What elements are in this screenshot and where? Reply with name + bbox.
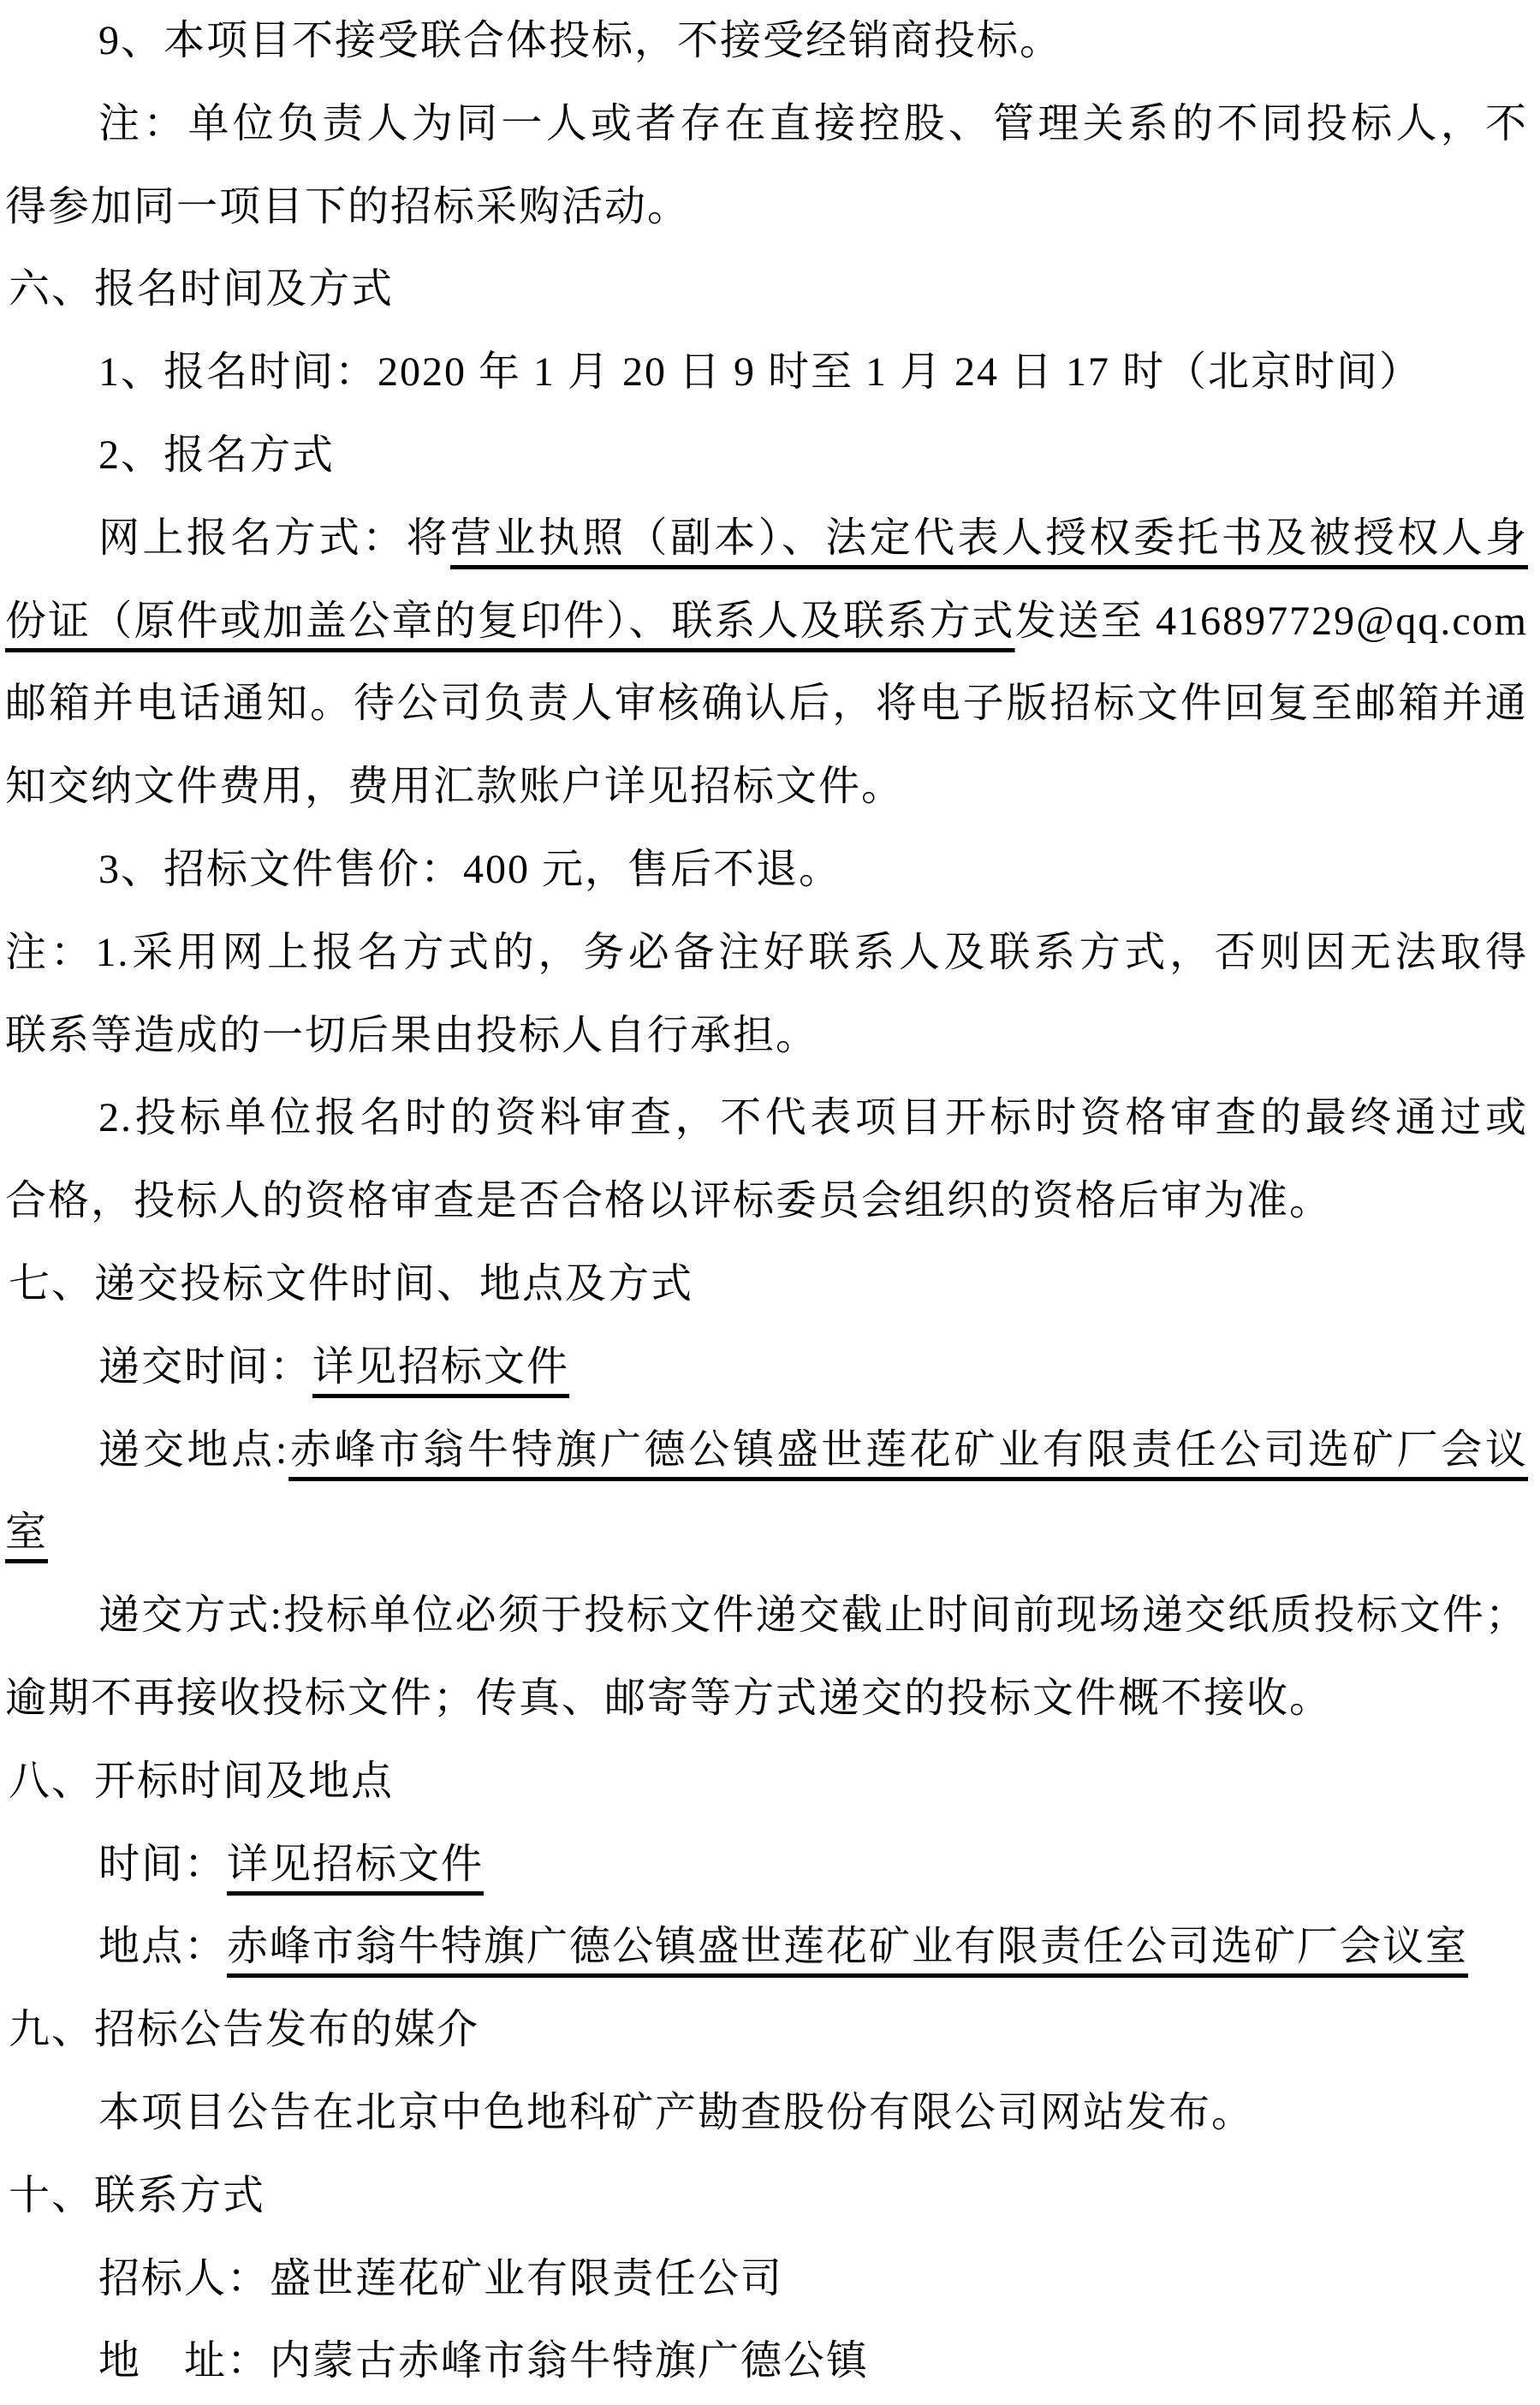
underlined-text-run: 详见招标文件 (227, 1841, 485, 1887)
text-run: 知交纳文件费用，费用汇款账户详见招标文件。 (5, 764, 905, 810)
text-run: 地 址：内蒙古赤峰市翁牛特旗广德公镇 (98, 2338, 870, 2384)
online-signup-line-1 (0, 497, 1540, 580)
section-7-heading (0, 1243, 1540, 1326)
submission-time (0, 1326, 1540, 1409)
tenderee (0, 2238, 1540, 2321)
note-responsible-line-1 (0, 83, 1540, 166)
submission-place-line-1 (0, 1409, 1540, 1492)
opening-time (0, 1824, 1540, 1907)
note2-item2-line-2 (0, 1160, 1540, 1243)
text-run: 联系等造成的一切后果由投标人自行承担。 (5, 1012, 819, 1058)
text-run: 逾期不再接收投标文件；传真、邮寄等方式递交的投标文件概不接收。 (5, 1675, 1333, 1721)
submission-method-line-1 (0, 1575, 1540, 1658)
text-run: 注：单位负责人为同一人或者存在直接控股、管理关系的不同投标人，不 (98, 100, 1528, 146)
text-run: 六、报名时间及方式 (9, 266, 395, 313)
underlined-text-run: 室 (5, 1509, 49, 1556)
underlined-text-run: 赤峰市翁牛特旗广德公镇盛世莲花矿业有限责任公司选矿厂会议室 (227, 1924, 1469, 1970)
section-8-heading (0, 1741, 1540, 1824)
section-10-heading (0, 2155, 1540, 2238)
submission-method-line-2 (0, 1658, 1540, 1741)
clause-9 (0, 0, 1540, 83)
note2-item1-line-2 (0, 995, 1540, 1078)
text-run: 本项目公告在北京中色地科矿产勘查股份有限公司网站发布。 (98, 2089, 1255, 2135)
text-run: 注：1.采用网上报名方式的，务必备注好联系人及联系方式，否则因无法取得 (5, 929, 1528, 975)
submission-place-line-2 (0, 1491, 1540, 1575)
text-run: 时间： (98, 1841, 228, 1887)
text-run: 邮箱并电话通知。待公司负责人审核确认后，将电子版招标文件回复至邮箱并通 (5, 681, 1528, 727)
text-run: 招标人：盛世莲花矿业有限责任公司 (98, 2255, 784, 2301)
signup-method-heading (0, 414, 1540, 497)
note2-item2-line-1 (0, 1077, 1540, 1160)
text-run: 2.投标单位报名时的资料审查，不代表项目开标时资格审查的最终通过或 (98, 1095, 1528, 1141)
doc-price (0, 829, 1540, 912)
opening-place (0, 1906, 1540, 1989)
signup-time (0, 331, 1540, 414)
text-run: 递交地点: (98, 1426, 289, 1473)
tenderee-address (0, 2320, 1540, 2403)
text-run: 递交方式:投标单位必须于投标文件递交截止时间前现场递交纸质投标文件； (98, 1592, 1528, 1639)
text-run: 网上报名方式：将 (98, 515, 450, 561)
text-run: 9、本项目不接受联合体投标，不接受经销商投标。 (98, 18, 1063, 63)
underlined-text-run: 份证（原件或加盖公章的复印件）、联系人及联系方式 (5, 598, 1015, 644)
section-9-heading (0, 1989, 1540, 2072)
text-run: 递交时间： (98, 1343, 313, 1390)
underlined-text-run: 营业执照（副本）、法定代表人授权委托书及被授权人身 (450, 515, 1528, 561)
online-signup-line-2 (0, 580, 1540, 664)
section-6-heading (0, 248, 1540, 331)
text-run: 2、报名方式 (98, 432, 336, 478)
text-run: 七、递交投标文件时间、地点及方式 (9, 1260, 694, 1307)
underlined-text-run: 详见招标文件 (312, 1343, 570, 1390)
online-signup-line-4 (0, 746, 1540, 829)
note2-item1-line-1 (0, 912, 1540, 995)
text-run: 十、联系方式 (9, 2172, 266, 2218)
underlined-text-run: 赤峰市翁牛特旗广德公镇盛世莲花矿业有限责任公司选矿厂会议 (288, 1426, 1528, 1473)
text-run: 1、报名时间：2020 年 1 月 20 日 9 时至 1 月 24 日 17 时（北京时间） (98, 349, 1423, 396)
text-run: 八、开标时间及地点 (9, 1758, 395, 1804)
publish-media (0, 2072, 1540, 2155)
note-responsible-line-2 (0, 166, 1540, 249)
text-run: 发送至 416897729@qq.com (1014, 598, 1528, 644)
text-run: 地点： (98, 1924, 228, 1970)
text-run: 3、招标文件售价：400 元，售后不退。 (98, 846, 842, 892)
online-signup-line-3 (0, 663, 1540, 746)
text-run: 九、招标公告发布的媒介 (9, 2007, 480, 2053)
text-run: 得参加同一项目下的招标采购活动。 (5, 183, 691, 229)
text-run: 合格，投标人的资格审查是否合格以评标委员会组织的资格后审为准。 (5, 1178, 1333, 1224)
